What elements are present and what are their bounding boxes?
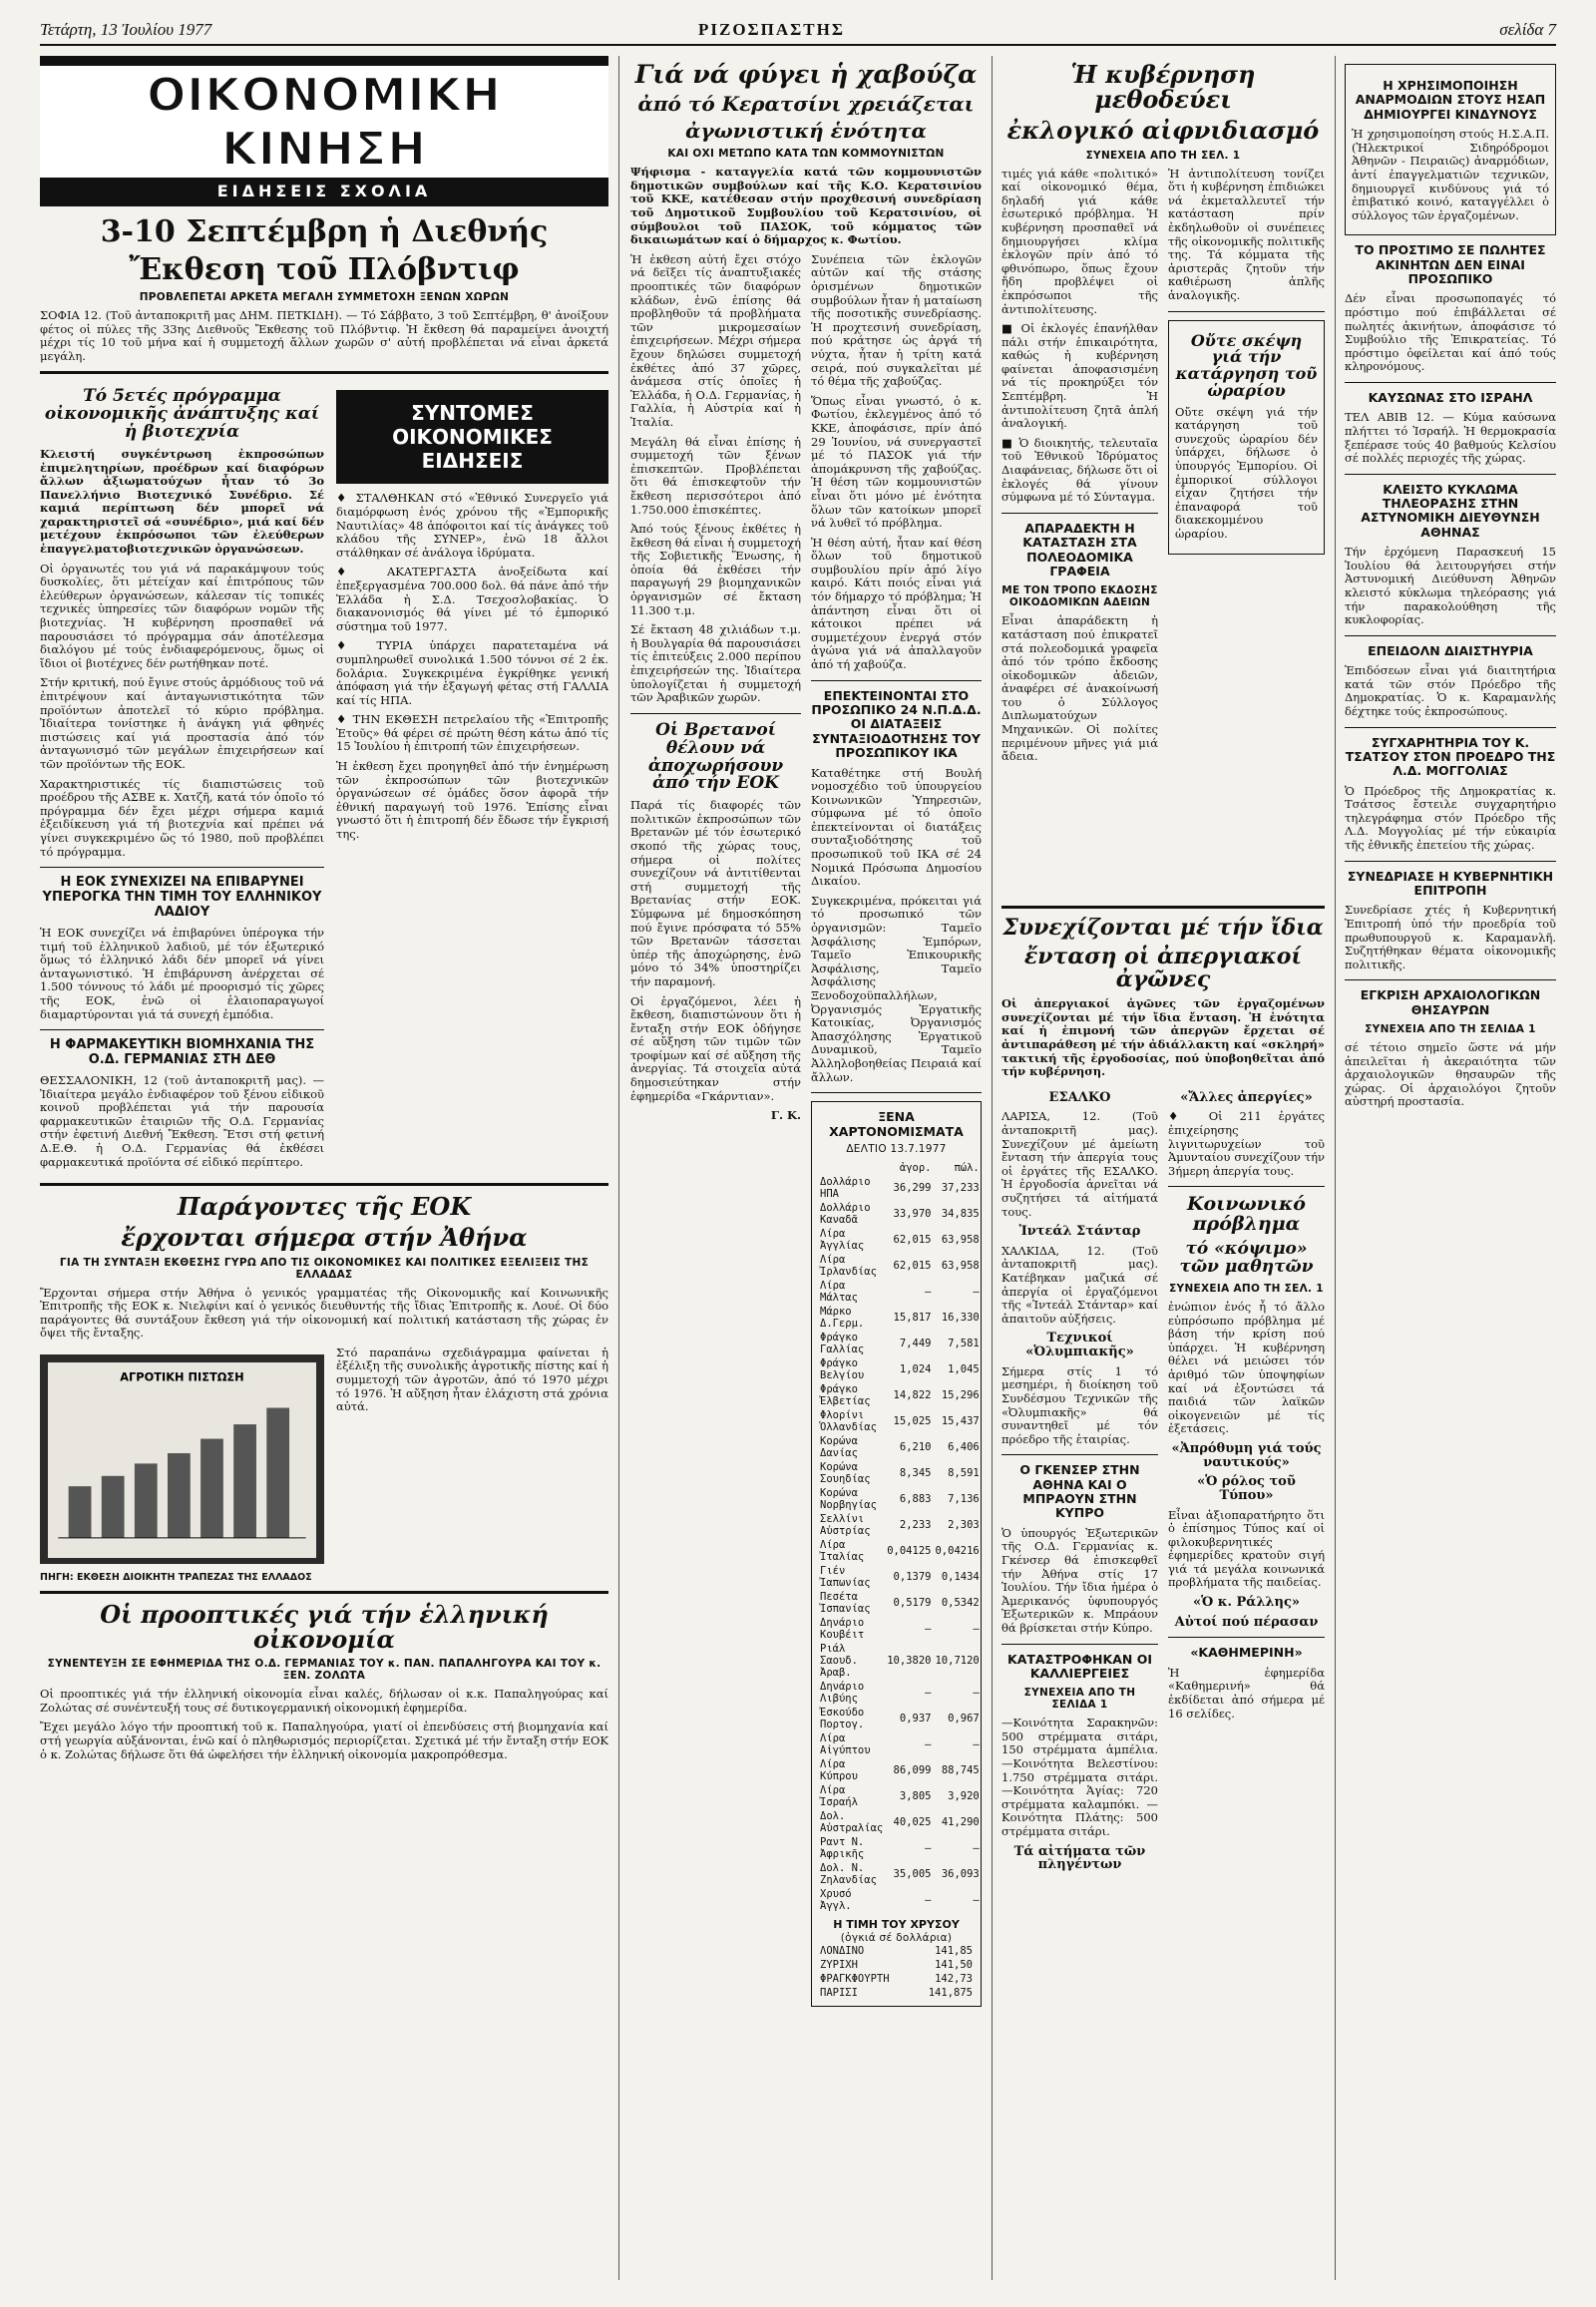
article-text: ■ Ὁ διοικητής, τελευταῖα τοῦ Ἐθνικοῦ Ἰδρύματος Διαφάνειας, δήλωσε ὅτι οἱ ἐκλογές θά γίνουν σύμφωνα μέ τό Σύνταγμα. xyxy=(1001,435,1158,505)
article-text: Μεγάλη θά εἶναι ἐπίσης ἡ συμμετοχή τῶν ξένων ἐπισκεπτῶν. Προβλέπεται ὅτι θά ἐπισκεφτοῦν τήν ἔκθεση περισσότεροι ἀπό 1.750.000 ἐπισκέπτες. xyxy=(630,434,801,517)
subheadline: ΓΙΑ ΤΗ ΣΥΝΤΑΞΗ ΕΚΘΕΣΗΣ ΓΥΡΩ ΑΠΟ ΤΙΣ ΟΙΚΟΝΟΜΙΚΕΣ ΚΑΙ ΠΟΛΙΤΙΚΕΣ ΕΞΕΛΙΞΕΙΣ ΤΗΣ ΕΛΛΑΔΑΣ xyxy=(59,1256,590,1281)
buy-rate: 6,883 xyxy=(899,1492,932,1505)
sell-rate: 63,958 xyxy=(941,1259,980,1272)
table-row xyxy=(818,1986,975,2000)
section-heading: Αὐτοί πού πέρασαν xyxy=(1174,1614,1319,1630)
right-subcolumn xyxy=(336,382,608,1175)
sell-rate: — xyxy=(973,1622,980,1635)
section-heading: «Ὁ κ. Ράλλης» xyxy=(1192,1595,1301,1611)
article-text: —Κοινότητα Σαρακηνῶν: 500 στρέμματα σιτάρι, 150 στρέμματα ἀμπέλια. —Κοινότητα Βελεστίνου: 1.750 στρέμματα σιτάρι. —Κοινότητα Ἁγίας: 720 στρέμματα καλαμπόκι. —Κοινότητα Πλάτης: 500 στρέμματα σιτάρι. xyxy=(1001,1716,1158,1839)
sell-rate: — xyxy=(973,1686,980,1699)
currency-name: Γιέν Ἰαπωνίας xyxy=(820,1564,871,1589)
article-lead: Ψήφισμα - καταγγελία κατά τῶν κομμουνιστῶν δημοτικῶν συμβούλων καί τῆς Κ.Ο. Κερατσινίου τοῦ ΚΚΕ, κατέθεσαν στήν προχθεσινή συνεδρίαση τοῦ Δημοτικοῦ Συμβουλίου τοῦ Κερατσινίου, οἱ σύμβουλοι τοῦ ΠΑΣΟΚ, τοῦ κόμματος τῶν δικαιωμάτων καί ὁ δήμαρχος κ. Φωτίου. xyxy=(630,165,982,247)
currency-name: Φράγκο Ἑλβετίας xyxy=(820,1382,871,1407)
table-row xyxy=(818,1972,975,1986)
currency-name: Ραντ Ν. Ἀφρικῆς xyxy=(820,1835,865,1860)
article-text: Ἡ ἐκθεση αὐτή ἔχει στόχο νά δεῖξει τίς ἀναπτυξιακές προοπτικές τῶν διαφόρων κλάδων, ἐνῶ ἐπίσης θά προβληθοῦν τά προβλήματα τῶν μικρομεσαίων ἐπιχειρήσεων. Μέχρι σήμερα ἔχουν δηλώσει συμμετοχή ἐκθέτες ἀπό 37 χῶρες, ἀνάμεσα στίς ὁποῖες ἡ Ἑλλάδα, ἡ Ο.Δ. Γερμανίας, ἡ Γαλλία, ἡ Αὐστρία καί ἡ Ἰταλία. xyxy=(630,251,801,429)
currency-name: Δολλάριο ΗΠΑ xyxy=(820,1175,871,1200)
short-news-box-title: ΣΥΝΤΟΜΕΣ ΟΙΚΟΝΟΜΙΚΕΣ ΕΙΔΗΣΕΙΣ xyxy=(336,390,608,484)
gold-subtitle: (ὀγκιά σέ δολλάρια) xyxy=(840,1931,953,1944)
middle-section xyxy=(630,56,982,2280)
buy-rate: 33,970 xyxy=(893,1207,932,1220)
sell-rate: 0,04216 xyxy=(935,1544,980,1557)
headline: ΚΛΕΙΣΤΟ ΚΥΚΛΩΜΑ ΤΗΛΕΟΡΑΣΗΣ ΣΤΗΝ ΑΣΤΥΝΟΜΙΚΗ ΔΙΕΥΘΥΝΣΗ ΑΘΗΝΑΣ xyxy=(1361,481,1540,540)
sell-rate: 34,835 xyxy=(941,1207,980,1220)
section-logo xyxy=(40,56,608,206)
headline: ΣΥΝΕΔΡΙΑΣΕ Η ΚΥΒΕΡΝΗΤΙΚΗ ΕΠΙΤΡΟΠΗ xyxy=(1347,868,1554,898)
gold-price: 142,73 xyxy=(935,1972,973,1985)
article-text: Τήν ἐρχόμενη Παρασκευή 15 Ἰουλίου θά λειτουργήσει στήν Ἀστυνομική Διεύθυνση Ἀθηνῶν κλειστό κύκλωμα τηλεόρασης γιά τήν παρακολούθηση τῆς κυκλοφορίας. xyxy=(1345,545,1556,627)
news-item: ♦ ΑΚΑΤΕΡΓΑΣΤΑ ἀνοξείδωτα καί ἐπεξεργασμένα 700.000 δολ. θά πάνε ἀπό τήν Ἑλλάδα ἡ Σ.Δ. Τσεχοσλοβακίας. Ὁ διακανονισμός θά γίνει μέ τό ἐμπορικό σύστημα τοῦ 1977. xyxy=(336,565,608,633)
article-lead: Κλειστή συγκέντρωση ἐκπροσώπων ἐπιμελητηρίων, προέδρων καί διαφόρων ἄλλων ἀξιωματούχων ἦταν τό 3ο Πανελλήνιο Βιοτεχνικό Συνέδριο. Σέ καμιά περίπτωση δέν μπορεῖ νά χαρακτηριστεῖ σά «συνέδριο», μιά καί δέν μετέχουν ἐκπρόσωποι τῶν ἐλεύθερων ἐπαγγελματοβιοτεχνικῶν ὀργανώσεων. xyxy=(40,446,324,557)
currency-name: Λίρα Ἰταλίας xyxy=(820,1538,865,1563)
buy-rate: 62,015 xyxy=(893,1259,932,1272)
buy-rate: — xyxy=(925,1841,932,1854)
headline: ἀπό τό Κερατσίνι χρειάζεται xyxy=(637,92,975,117)
buy-rate: 7,449 xyxy=(899,1337,932,1349)
currency-name: Πεσέτα Ἱσπανίας xyxy=(820,1590,871,1615)
table-row xyxy=(818,1460,982,1486)
boxed-article xyxy=(1168,320,1325,555)
chart-bar xyxy=(200,1438,223,1537)
buy-rate: 2,233 xyxy=(899,1518,932,1531)
currency-name: Δολλάριο Καναδᾶ xyxy=(820,1201,871,1226)
table-row xyxy=(818,1201,982,1227)
article-text: Οἱ προοπτικές γιά τήν ἑλληνική οἰκονομία εἶναι καλές, δήλωσαν οἱ κ.κ. Παπαληγούρας καί Ζολώτας σέ συνέντευξή τους σέ δυτικογερμανική οἰκονομική ἐφημερίδα. xyxy=(40,1687,608,1715)
sell-rate: 15,437 xyxy=(941,1414,980,1427)
table-row xyxy=(818,1564,982,1590)
gold-title: Η ΤΙΜΗ ΤΟΥ ΧΡΥΣΟΥ xyxy=(833,1917,960,1931)
currency-name: Σελλίνι Αὐστρίας xyxy=(820,1512,871,1537)
headline: Οὔτε σκέψη γιά τήν κατάργηση τοῦ ὡραρίου xyxy=(1175,330,1318,400)
left-subcolumn xyxy=(40,382,324,1175)
buy-rate: 14,822 xyxy=(893,1388,932,1401)
headline: ΣΥΓΧΑΡΗΤΗΡΙΑ ΤΟΥ Κ. ΤΣΑΤΣΟΥ ΣΤΟΝ ΠΡΟΕΔΡΟ ΤΗΣ Λ.Δ. ΜΟΓΓΟΛΙΑΣ xyxy=(1345,734,1556,779)
subheadline: ΣΥΝΕΧΕΙΑ ΑΠΟ ΤΗ ΣΕΛ. 1 xyxy=(1169,1283,1324,1296)
article-text: Παρά τίς διαφορές τῶν πολιτικῶν ἐκπροσώπων τῶν Βρετανῶν μέ τόν ἐσωτερικό σκοπό τῆς χώρας τους, σήμερα οἱ πολίτες συνεχίζουν νά ἀντιτίθενται στή συμμετοχή τῆς Βρετανίας στήν ΕΟΚ. Σύμφωνα μέ δημοσκόπηση πού ἔγινε πρόσφατα τό 55% τῶν Βρετανῶν τάσσεται ὑπέρ τῆς ἀποχώρησης, ἐνῶ μόνο τό 34% ὑποστηρίζει τήν παραμονή. xyxy=(630,798,801,988)
headline: Ἡ κυβέρνηση μεθοδεύει xyxy=(1070,60,1256,115)
buy-rate: 0,937 xyxy=(899,1712,932,1725)
currency-name: Φράγκο Γαλλίας xyxy=(820,1331,865,1355)
sell-rate: 2,303 xyxy=(948,1518,980,1531)
gold-price: 141,50 xyxy=(935,1958,973,1971)
table-row xyxy=(818,1642,982,1680)
currency-name: Χρυσό Ἀγγλ. xyxy=(820,1887,852,1912)
table-row xyxy=(818,1958,975,1972)
currency-name: Ριάλ Σαουδ. Ἀραβ. xyxy=(820,1642,858,1679)
headline: ΕΓΚΡΙΣΗ ΑΡΧΑΙΟΛΟΓΙΚΩΝ ΘΗΣΑΥΡΩΝ xyxy=(1360,987,1541,1017)
rates-title: ΞΕΝΑ ΧΑΡΤΟΝΟΜΙΣΜΑΤΑ xyxy=(829,1109,964,1139)
chart-bar xyxy=(233,1424,256,1538)
section-heading: Τά αἰτήματα τῶν πληγέντων xyxy=(1013,1843,1146,1873)
buy-rate: — xyxy=(925,1285,932,1298)
buy-rate: 1,024 xyxy=(899,1362,932,1375)
headline: Παράγοντες τῆς ΕΟΚ xyxy=(177,1192,472,1222)
buy-rate: — xyxy=(925,1893,932,1906)
news-item: ♦ ΤΥΡΙΑ ὑπάρχει παρατεταμένα νά συμπληρωθεῖ συνολικά 1.500 τόννοι σέ 2 ἐκ. δολάρια. Συγκεκριμένα ἐγκρίθηκε γενική ἀπόφαση γιά τήν ἐξαγωγή φέτας στή ΓΑΛΛΙΑ καί τίς ΗΠΑ. xyxy=(336,638,608,707)
article-text: Ἀπό τούς ξένους ἐκθέτες ἡ ἔκθεση θά εἶναι ἡ συμμετοχή τῆς Σοβιετικῆς Ἕνωσης, ἡ ὁποία θά ἐκθέσει τήν παραγωγή 29 βιομηχανικῶν ὀργανισμῶν σέ ἔκταση 11.300 τ.μ. xyxy=(630,522,801,617)
sell-rate: 7,136 xyxy=(948,1492,980,1505)
article-text: Εἶναι ἀπαράδεκτη ἡ κατάσταση πού ἐπικρατεῖ στά πολεοδομικά γραφεῖα ἀπό τόν τρόπο ἔκδοσης οἰκοδομικῶν ἀδειῶν, ἀναφέρει σέ ἀνακοίνωσή του ὁ Σύλλογος Διπλωματούχων Μηχανικῶν. Οἱ πολίτες περιμένουν μῆνες γιά μιά ἄδεια. xyxy=(1001,613,1158,764)
headline: Η ΕΟΚ ΣΥΝΕΧΙΖΕΙ ΝΑ ΕΠΙΒΑΡΥΝΕΙ ΥΠΕΡΟΓΚΑ ΤΗΝ ΤΙΜΗ ΤΟΥ ΕΛΛΗΝΙΚΟΥ ΛΑΔΙΟΥ xyxy=(42,875,322,920)
table-row xyxy=(818,1512,982,1538)
article-text: ΧΑΛΚΙΔΑ, 12. (Τοῦ ἀνταποκριτῆ μας). Κατέβηκαν μαζικά σέ ἀπεργία οἱ ἐργαζόμενοι τῆς «Ἰντεάλ Στάνταρ» καί ἀπαιτοῦν αὐξήσεις. xyxy=(1001,1243,1158,1326)
currency-name: Δολ. Αὐστραλίας xyxy=(820,1809,884,1834)
article-text: Οὔτε σκέψη γιά τήν κατάργηση τοῦ συνεχοῦς ὡραρίου δέν ὑπάρχει, δήλωσε ὁ ὑπουργός Ἐμπορίου. Οἱ ἐμπορικοί σύλλογοι εἶχαν ζητήσει τήν ἐπαναφορά τοῦ διακεκομμένου ὡραρίου. xyxy=(1175,404,1318,542)
article-text: Ἡ χρησιμοποίηση στούς Η.Σ.Α.Π. (Ἠλεκτρικοί Σιδηρόδρομοι Ἀθηνῶν - Πειραιῶς) ἀναρμόδιων, ἀντί ἐπαγγελματιῶν τεχνικῶν, δημιουργεῖ κινδύνους γιά τό ἐπιβατικό κοινό, καταγγέλλει ὁ σύλλογος τῶν ἐργαζομένων. xyxy=(1352,127,1549,222)
sell-rate: 16,330 xyxy=(941,1311,980,1324)
article-text: Ἔρχονται σήμερα στήν Ἀθήνα ὁ γενικός γραμματέας τῆς Οἰκονομικῆς καί Κοινωνικῆς Ἐπιτροπῆς τῆς ΕΟΚ κ. Νιελφίνι καί ὁ γενικός διευθυντής τῆς ἴδιας Ἐπιτροπῆς κ. Λουέ. Οἱ δύο παράγοντες θά συντάξουν ἔκθεση γιά τήν οἰκονομική καί πολιτική κατάσταση τῆς χώρας ἐν ὄψει τῆς ἔνταξης. xyxy=(40,1285,608,1341)
headline: Τό 5ετές πρόγραμμα οἰκονομικῆς ἀνάπτυξης καί ἡ βιοτεχνία xyxy=(44,386,320,443)
subheadline: ΠΡΟΒΛΕΠΕΤΑΙ ΑΡΚΕΤΑ ΜΕΓΑΛΗ ΣΥΜΜΕΤΟΧΗ ΞΕΝΩΝ ΧΩΡΩΝ xyxy=(139,291,510,303)
rates-date: ΔΕΛΤΙΟ 13.7.1977 xyxy=(846,1142,947,1155)
news-briefs-column xyxy=(1345,56,1556,2280)
market-name: ΛΟΝΔΙΝΟ xyxy=(820,1944,865,1957)
currency-rates-box xyxy=(811,1101,982,2006)
sell-rate: 10,7120 xyxy=(935,1654,980,1667)
headline: Οἱ προοπτικές γιά τήν ἑλληνική οἰκονομία xyxy=(100,1599,549,1655)
currency-name: Λίρα Κύπρου xyxy=(820,1757,858,1782)
section-heading: «Ἀπρόθυμη γιά τούς ναυτικούς» xyxy=(1171,1440,1322,1470)
sell-rate: — xyxy=(973,1285,980,1298)
article-text: Ἡ ἐκθεση ἔχει προηγηθεῖ ἀπό τήν ἐνημέρωση τῶν ἐκπροσώπων τῶν βιοτεχνικῶν ὀργανώσεων σέ ὁμάδες ὅσον ἀφορᾶ τήν ἐθνική παραγωγή τοῦ 1976. Ἐπίσης εἶναι γνωστό ὅτι ἡ ἐπιτροπή δέν ἔδωσε τήν ἔγκρισή της. xyxy=(336,759,608,842)
currency-name: Ἐσκούδο Πορτογ. xyxy=(820,1706,865,1730)
article-text: Δέν εἶναι προσωποπαγές τό πρόστιμο πού ἐπιβάλλεται σέ πωλητές ἀκινήτων, ἀποφάσισε τό Συμβούλιο τῆς Ἐπικρατείας. Τό πρόστιμο ὀφείλεται καί ἀπό τούς κληρονόμους. xyxy=(1345,291,1556,374)
section-heading: Ἰντεάλ Στάνταρ xyxy=(1018,1224,1141,1240)
headline: ἔρχονται σήμερα στήν Ἀθήνα xyxy=(121,1223,528,1253)
headline: Κοινωνικό πρόβλημα xyxy=(1187,1193,1306,1236)
page-number: σελίδα 7 xyxy=(1499,20,1556,39)
article-text: Ἡ ἐφημερίδα «Καθημερινή» θά ἐκδίδεται ἀπό σήμερα μέ 16 σελίδες. xyxy=(1168,1665,1325,1721)
headline: ἔνταση οἱ ἀπεργιακοί ἀγῶνες xyxy=(1023,944,1303,993)
article-text: Στήν κριτική, πού ἔγινε στούς ἀρμόδιους τοῦ νά ἐπιτρέψουν καί ἀνταγωνιστικότητα τῶν προϊόντων ἀποτελεῖ τό κύριο πρόβλημα. Ἰδιαίτερα τονίστηκε ἡ ἀνάγκη γιά φθηνές πιστώσεις καί γιά προστασία ἀπό τόν ἀνταγωνισμό τῶν μεγάλων ἐπιχειρήσεων καί τῶν προϊόντων τῆς ΕΟΚ. xyxy=(40,675,324,771)
table-row xyxy=(818,1783,982,1809)
market-name: ΖΥΡΙΧΗ xyxy=(820,1958,858,1971)
table-row xyxy=(818,1253,982,1279)
column-rule xyxy=(1335,56,1336,2280)
currency-name: Λίρα Αἰγύπτου xyxy=(820,1731,871,1756)
article-text: ΘΕΣΣΑΛΟΝΙΚΗ, 12 (τοῦ ἀνταποκριτῆ μας). — Ἰδιαίτερα μεγάλο ἐνδιαφέρον τοῦ ξένου εἰδικοῦ κοινοῦ προβλέπεται γιά τήν παρουσία φαρμακευτικῶν ἐταιριῶν τῆς Ο.Δ. Γερμανίας στήν ἐφετινή Διεθνή Ἔκθεση. Ἔτσι στή φετινή Δ.Ε.Θ. ἡ Ο.Δ. Γερμανίας θά ἐκθέσει φαρμακευτικά προϊόντα σέ εἰδικό περίπτερο. xyxy=(40,1072,324,1169)
sell-rate: 0,967 xyxy=(948,1712,980,1725)
buy-rate: 0,04125 xyxy=(887,1544,932,1557)
table-row xyxy=(818,1305,982,1331)
article-signature: Γ. Κ. xyxy=(770,1108,801,1123)
chart-bar xyxy=(102,1476,125,1538)
buy-rate: 6,210 xyxy=(899,1440,932,1453)
buy-rate: — xyxy=(925,1737,932,1750)
masthead xyxy=(40,18,1556,46)
article-text: Καταθέτηκε στή Βουλή νομοσχέδιο τοῦ ὑπουργείου Κοινωνικῶν Ὑπηρεσιῶν, σύμφωνα μέ τό ὁποῖο ἐπεκτείνονται οἱ διατάξεις συνταξιοδότησης τοῦ προσωπικοῦ τοῦ ΙΚΑ σέ 24 Νομικά Πρόσωπα Δημοσίου Δικαίου. xyxy=(811,765,982,889)
buy-rate: 8,345 xyxy=(899,1466,932,1479)
table-row xyxy=(818,1887,982,1913)
table-row xyxy=(818,1331,982,1356)
headline: Η ΧΡΗΣΙΜΟΠΟΙΗΣΗ ΑΝΑΡΜΟΔΙΩΝ ΣΤΟΥΣ ΗΣΑΠ ΔΗΜΙΟΥΡΓΕΙ ΚΙΝΔΥΝΟΥΣ xyxy=(1355,78,1546,122)
headline: ΕΠΕΚΤΕΙΝΟΝΤΑΙ ΣΤΟ ΠΡΟΣΩΠΙΚΟ 24 Ν.Π.Δ.Δ. ΟΙ ΔΙΑΤΑΞΕΙΣ ΣΥΝΤΑΞΙΟΔΟΤΗΣΗΣ ΤΟΥ ΠΡΟΣΩΠΙΚΟΥ ΙΚΑ xyxy=(811,687,982,761)
article-text: Ὁ Πρόεδρος τῆς Δημοκρατίας κ. Τσάτσος ἔστειλε συγχαρητήριο τηλεγράφημα στόν Πρόεδρο τῆς Λ.Δ. Μογγολίας μέ τήν εὐκαιρία τῆς ἐθνικῆς ἐπετείου τῆς χώρας. xyxy=(1345,783,1556,853)
section-title: ΟΙΚΟΝΟΜΙΚΗ ΚΙΝΗΣΗ xyxy=(40,66,608,178)
buy-rate: 10,3820 xyxy=(887,1654,932,1667)
column-rule xyxy=(618,56,619,2280)
article-text: Ἔχει μεγάλο λόγο τήν προοπτική τοῦ κ. Παπαληγούρα, γιατί οἱ ἐπενδύσεις στή βιομηχανία καί στή γεωργία αὐξάνονται, ἐνῶ καί ὁ πληθωρισμός περιορίζεται. Σχετικά μέ τήν ἔνταξη στήν ΕΟΚ ὁ κ. Ζολώτας δήλωσε ὅτι θά ὠφελήσει τήν ἑλληνική οἰκονομία μακροπρόθεσμα. xyxy=(40,1720,608,1761)
headline: Η ΦΑΡΜΑΚΕΥΤΙΚΗ ΒΙΟΜΗΧΑΝΙΑ ΤΗΣ Ο.Δ. ΓΕΡΜΑΝΙΑΣ ΣΤΗ ΔΕΘ xyxy=(49,1037,315,1068)
currency-name: Κορώνα Σουηδίας xyxy=(820,1460,871,1485)
table-row xyxy=(818,1616,982,1642)
table-header: ἀγορ. πώλ. xyxy=(899,1161,980,1174)
article-text: ἐνώπιον ἑνός ἦ τό ἄλλο εὐπρόσωπο πρόβλημα μέ βάση τήν κρίση πού ὑπάρχει. Ἡ κυβέρνηση θέλει νά μειώσει τόν ἀριθμό τῶν ὑποψηφίων καί νά ἐξοντώσει τά παιδιά τῶν λαϊκῶν οἰκογενειῶν μέ τίς ἐξετάσεις. xyxy=(1168,1300,1325,1436)
article-text: ■ Οἱ ἐκλογές ἐπανήλθαν πάλι στήν ἐπικαιρότητα, καθώς ἡ κυβέρνηση φαίνεται ἀποφασισμένη νά τίς προκηρύξει τόν Σεπτέμβρη. Ἡ ἀντιπολίτευση ζητᾶ ἁπλή ἀναλογική. xyxy=(1001,321,1158,431)
article-text: Σέ ἔκταση 48 χιλιάδων τ.μ. ἡ Βουλγαρία θά παρουσιάσει τίς ἐπιτεύξεις 2.000 περίπου ἐπιχειρήσεών της. Ἰδιαίτερα ὑπολογίζεται ἡ συμμετοχή τῶν Ἀραβικῶν χωρῶν. xyxy=(630,622,801,705)
sell-rate: — xyxy=(973,1893,980,1906)
currency-name: Λίρα Ἰρλανδίας xyxy=(820,1253,877,1278)
section-heading: ΕΣΑΛΚΟ xyxy=(1048,1089,1111,1105)
article-text: Σήμερα στίς 1 τό μεσημέρι, ἡ διοίκηση τοῦ Συνδέσμου Τεχνικῶν τῆς «Ὀλυμπιακῆς» θά συναντηθεῖ μέ τόν πρόεδρο τῆς ἑταιρίας. xyxy=(1001,1363,1158,1446)
table-row xyxy=(818,1356,982,1382)
currency-name: Κορώνα Δανίας xyxy=(820,1434,858,1459)
currency-name: Φλορίνι Ὁλλανδίας xyxy=(820,1408,877,1433)
headline: 3-10 Σεπτέμβρη ἡ Διεθνής xyxy=(100,214,549,249)
economy-section xyxy=(40,56,608,2280)
section-subtitle: ΕΙΔΗΣΕΙΣ ΣΧΟΛΙΑ xyxy=(216,182,432,200)
table-row xyxy=(818,1861,982,1887)
table-row xyxy=(818,1175,982,1201)
headline: τό «κόψιμο» τῶν μαθητῶν xyxy=(1179,1239,1314,1278)
market-name: ΦΡΑΓΚΦΟΥΡΤΗ xyxy=(820,1972,890,1985)
section-heading: Τεχνικοί «Ὀλυμπιακῆς» xyxy=(1025,1331,1134,1360)
table-row xyxy=(818,1757,982,1783)
section-heading: «Ἄλλες ἀπεργίες» xyxy=(1180,1089,1313,1105)
chart-bar xyxy=(69,1486,92,1538)
buy-rate: 0,5179 xyxy=(893,1596,932,1609)
buy-rate: 15,025 xyxy=(893,1414,932,1427)
chart-bar xyxy=(168,1453,191,1538)
currency-name: Φράγκο Βελγίου xyxy=(820,1356,865,1381)
sell-rate: — xyxy=(973,1737,980,1750)
currency-name: Λίρα Ἀγγλίας xyxy=(820,1227,865,1252)
buy-rate: 40,025 xyxy=(893,1815,932,1828)
article-text: ♦ Οἱ 211 ἐργάτες ἐπιχείρησης λιγνιτωρυχείων τοῦ Ἀμυνταίου συνεχίζουν τήν 3ήμερη ἀπεργία τους. xyxy=(1168,1109,1325,1178)
headline: Ο ΓΚΕΝΣΕΡ ΣΤΗΝ ΑΘΗΝΑ ΚΑΙ Ο ΜΠΡΑΟΥΝ ΣΤΗΝ ΚΥΠΡΟ xyxy=(1019,1462,1140,1521)
article-text: Ὅπως εἶναι γνωστό, ὁ κ. Φωτίου, ἐκλεγμένος ἀπό τό ΚΚΕ, ἀποφάσισε, πρίν ἀπό 29 Ἰουνίου, νά συνεργαστεῖ μέ τό ΠΑΣΟΚ γιά τήν ἀπομάκρυνση τῆς χαβούζας. Ἡ θέση τῶν κομμουνιστῶν εἶναι ὅτι μόνο μέ ἑνότητα ὅλων τῶν κατοίκων μπορεῖ νά λυθεῖ τό πρόβλημα. xyxy=(811,393,982,531)
currency-name: Δηνάριο Κουβέιτ xyxy=(820,1616,865,1641)
headline: ΤΟ ΠΡΟΣΤΙΜΟ ΣΕ ΠΩΛΗΤΕΣ ΑΚΙΝΗΤΩΝ ΔΕΝ ΕΙΝΑΙ ΠΡΟΣΩΠΙΚΟ xyxy=(1355,242,1546,287)
sell-rate: 36,093 xyxy=(941,1867,980,1880)
article-text: Ἡ ἀντιπολίτευση τονίζει ὅτι ἡ κυβέρνηση ἐπιδιώκει νά ἐκμεταλλευτεῖ τήν κατάσταση πρίν ἐκδηλωθοῦν οἱ συνέπειες τῆς οἰκονομικῆς πολιτικῆς της. Τά κόμματα τῆς ἀριστερᾶς ζητοῦν τήν καθιέρωση ἁπλῆς ἀναλογικῆς. xyxy=(1168,166,1325,302)
buy-rate: 35,005 xyxy=(893,1867,932,1880)
sell-rate: 88,745 xyxy=(941,1763,980,1776)
article-text: Οἱ ἐργαζόμενοι, λέει ἡ ἔκθεση, διαπιστώνουν ὅτι ἡ ἔνταξη στήν ΕΟΚ ὁδήγησε σέ αὔξηση τῶν τιμῶν τῶν τροφίμων καί σέ αὔξηση τῆς ἀνεργίας. Τά στοιχεῖα αὐτά δημοσιεύτηκαν στήν ἐφημερίδα «Γκάρντιαν». xyxy=(630,993,801,1103)
table-row xyxy=(818,1408,982,1434)
table-row xyxy=(818,1538,982,1564)
article-text: Χαρακτηριστικές τίς διαπιστώσεις τοῦ προέδρου τῆς ΑΣΒΕ κ. Χατζῆ, κατά τόν ὁποῖο τό πρόγραμμα δέν ἔχει μέχρι σήμερα καμιά ἐξειδίκευση γιά τή βιοτεχνία καί πρέπει νά γίνει συγκεκριμένο ὥς τό 1980, ποῦ προβλέπει τό πρόγραμμα. xyxy=(40,776,324,859)
sell-rate: 1,045 xyxy=(948,1362,980,1375)
buy-rate: — xyxy=(925,1686,932,1699)
table-row xyxy=(818,1809,982,1835)
currency-name: Λίρα Ἰσραήλ xyxy=(820,1783,858,1808)
table-row xyxy=(818,1590,982,1616)
sell-rate: 7,581 xyxy=(948,1337,980,1349)
buy-rate: 3,805 xyxy=(899,1789,932,1802)
article-text: Συγκεκριμένα, πρόκειται γιά τό προσωπικό τῶν ὀργανισμῶν: Ταμεῖο Ἀσφάλισης Ἐμπόρων, Ταμεῖο Ἐπικουρικῆς Ἀσφάλισης, Ταμεῖο Ἀσφάλισης Ξενοδοχοϋπαλλήλων, Ὀργανισμός Ἐργατικῆς Κατοικίας, Ὀργανισμός Ἀπασχόλησης Ἐργατικοῦ Δυναμικοῦ, Ταμεῖο Ἀλληλοβοηθείας Πειραιά καί ἄλλων. xyxy=(811,893,982,1084)
sell-rate: 3,920 xyxy=(948,1789,980,1802)
gold-price: 141,85 xyxy=(935,1944,973,1957)
article-text: Ἐπιδόσεων εἶναι γιά διαιτητήρια κατά τῶν στόν Πρόεδρο τῆς Δημοκρατίας. Ὁ κ. Καραμανλής δέχτηκε τούς ἐκπροσώπους. xyxy=(1345,663,1556,718)
headline: «ΚΑΘΗΜΕΡΙΝΗ» xyxy=(1190,1645,1303,1661)
article-text: Ἡ θέση αὐτή, ἦταν καί θέση ὅλων τοῦ δημοτικοῦ συμβουλίου πρίν ἀπό λίγο καιρό. Κάτι ποιός εἶναι γιά τόν δήμαρχο τό πρόβλημα; Ἡ ἀπάντηση εἶναι ὅτι οἱ κάτοικοι πρέπει νά συμμετέχουν ἐνεργά στόν ἀγώνα γιά νά ἀπαλλαγοῦν ἀπό τή χαβούζα. xyxy=(811,535,982,672)
gold-price: 141,875 xyxy=(928,1986,973,1999)
subheadline: ΣΥΝΕΧΕΙΑ ΑΠΟ ΤΗ ΣΕΛ. 1 xyxy=(1085,149,1241,162)
credit-chart-photo xyxy=(40,1354,324,1564)
article-text: τιμές γιά κάθε «πολιτικό» καί οἰκονομικό θέμα, δηλαδή γιά κάθε ἐσωτερικό πρόβλημα. Ἡ κυβέρνηση προσπαθεῖ νά δημιουργήσει κλίμα ἐκλογῶν πρίν ἀπό τό φθινόπωρο, ὅπως ἔχουν ἤδη προβλέψει οἱ ἐκπρόσωποι τῆς ἀντιπολίτευσης. xyxy=(1001,166,1158,316)
subheadline: ΜΕ ΤΟΝ ΤΡΟΠΟ ΕΚΔΟΣΗΣ ΟΙΚΟΔΟΜΙΚΩΝ ΑΔΕΙΩΝ xyxy=(1001,584,1158,609)
rates-table xyxy=(818,1161,982,1913)
article-text: ΣΟΦΙΑ 12. (Τοῦ ἀνταποκριτῆ μας ΔΗΜ. ΠΕΤΚΙΔΗ). — Τό Σάββατο, 3 τοῦ Σεπτέμβρη, θ' ἀνοίξουν φέτος οἱ πύλες τῆς 33ης Διεθνοῦς Ἔκθεσης τοῦ Πλόβντιφ. Ἡ ἔκθεση θά παραμείνει ἀνοιχτή μέχρι τίς 10 τοῦ μήνα καί ἡ συμμετοχή ἄλλων χωρῶν σ' αὐτή προβλέπεται νά εἶναι ἀρκετά μεγάλη. xyxy=(40,308,608,363)
sell-rate: 63,958 xyxy=(941,1233,980,1246)
article-text: ΛΑΡΙΣΑ, 12. (Τοῦ ἀνταποκριτῆ μας). Συνεχίζουν μέ ἀμείωτη ἔνταση τήν ἀπεργία τους οἱ ἐργάτες τῆς ΕΣΑΛΚΟ. Ἡ ἐργοδοσία ἀρνεῖται νά συζητήσει τά αἰτήματά τους. xyxy=(1001,1109,1158,1219)
currency-name: Κορώνα Νορβηγίας xyxy=(820,1486,877,1511)
buy-rate: 36,299 xyxy=(893,1181,932,1194)
table-row xyxy=(818,1706,982,1731)
article-lead: Οἱ ἀπεργιακοί ἀγῶνες τῶν ἐργαζομένων συνεχίζονται μέ τήν ἴδια ἔνταση. Ἡ ἐνότητα καί ἡ ἐπιμονή τῶν ἀπεργῶν ἔρχεται σέ ἀντιπαράθεση μέ τήν ἀδιάλλακτη καί «σκληρή» τακτική τῆς ἐργοδοσίας, πού ὑποβοηθεῖται ἀπό τήν κυβέρνηση. xyxy=(1001,996,1325,1079)
buy-rate: 15,817 xyxy=(893,1311,932,1324)
subheadline: ΣΥΝΕΝΤΕΥΞΗ ΣΕ ΕΦΗΜΕΡΙΔΑ ΤΗΣ Ο.Δ. ΓΕΡΜΑΝΙΑΣ ΤΟΥ κ. ΠΑΝ. ΠΑΠΑΛΗΓΟΥΡΑ ΚΑΙ ΤΟΥ κ. ΞΕΝ. ΖΟΛΩΤΑ xyxy=(47,1658,601,1683)
paper-name: ΡΙΖΟΣΠΑΣΤΗΣ xyxy=(698,20,845,39)
article-text: Συνέπεια τῶν ἐκλογῶν αὐτῶν καί τῆς στάσης ὁρισμένων δημοτικῶν συμβούλων ἦταν ἡ ματαίωση τῆς ποσοτικῆς συνεδρίασης. Ἡ προχτεσινή συνεδρίαση, πού κράτησε ὡς ἀργά τή νύχτα, ἦταν ἡ τρίτη κατά σειρά, πού συγκαλεῖται μέ τό θέμα τῆς χαβούζας. xyxy=(811,251,982,389)
headline: Γιά νά φύγει ἡ χαβούζα xyxy=(634,60,978,89)
subheadline: ΣΥΝΕΧΕΙΑ ΑΠΟ ΤΗ ΣΕΛΙΔΑ 1 xyxy=(1365,1023,1536,1036)
issue-date: Τετάρτη, 13 Ἰουλίου 1977 xyxy=(40,20,212,39)
headline: ΑΠΑΡΑΔΕΚΤΗ Η ΚΑΤΑΣΤΑΣΗ ΣΤΑ ΠΟΛΕΟΔΟΜΙΚΑ ΓΡΑΦΕΙΑ xyxy=(1022,520,1137,578)
sell-rate: 0,5342 xyxy=(941,1596,980,1609)
chart-description: Στό παραπάνω σχεδιάγραμμα φαίνεται ἡ ἐξέλιξη τῆς συνολικῆς ἀγροτικῆς πίστης καί ἡ συμμετοχή τῶν ἀγροτῶν, ἀπό τό 1970 μέχρι τό 1976. Ἡ αὔξηση ἦταν ἐλάχιστη στά χρόνια αὐτά. xyxy=(336,1345,608,1414)
table-row xyxy=(818,1279,982,1305)
table-row xyxy=(818,1835,982,1861)
currency-name: Λίρα Μάλτας xyxy=(820,1279,858,1304)
headline: ΚΑΥΣΩΝΑΣ ΣΤΟ ΙΣΡΑΗΛ xyxy=(1368,389,1533,405)
sell-rate: 8,591 xyxy=(948,1466,980,1479)
sell-rate: — xyxy=(973,1841,980,1854)
article-text: Οἱ ὀργανωτές του γιά νά παρακάμψουν τούς δυσκολίες, ὅτι μέτείχαν καί ἐπιτρόπους τῶν ἐλεύθερων ὀργανώσεων, κάλεσαν τίς τοπικές τεχνικές ὑπηρεσίες τῶν διαφόρων νομῶν τῆς βιοτεχνίας. Ἡ κυβέρνηση προσπαθεῖ νά παρουσιάσει τό πρόγραμμα σάν ἀποτέλεσμα διαλόγου μέ τούς ἐνδιαφερόμενους, ὅμως οἱ ἴδιοι οἱ βιοτέχνες δέν ρωτήθηκαν ποτέ. xyxy=(40,561,324,670)
section-heading: «Ὁ ρόλος τοῦ Τύπου» xyxy=(1197,1474,1296,1503)
sell-rate: 37,233 xyxy=(941,1181,980,1194)
article-text: Ὁ ὑπουργός Ἐξωτερικῶν τῆς Ο.Δ. Γερμανίας κ. Γκένσερ θά ἐπισκεφθεῖ τήν Ἀθήνα στίς 17 Ἰουλίου. Τήν ἴδια ἡμέρα ὁ Ἀμερικανός ὑφυπουργός Ἐξωτερικῶν κ. Μπράουν θά βρίσκεται στήν Κύπρο. xyxy=(1001,1525,1158,1635)
table-row xyxy=(818,1227,982,1253)
headline: Οἱ Βρετανοί θέλουν νά ἀποχωρήσουν ἀπό τήν ΕΟΚ xyxy=(647,719,784,794)
subheadline: ΣΥΝΕΧΕΙΑ ΑΠΟ ΤΗ ΣΕΛΙΔΑ 1 xyxy=(1023,1687,1136,1712)
table-row xyxy=(818,1434,982,1460)
chart-bar xyxy=(266,1407,289,1537)
headline: Συνεχίζονται μέ τήν ἴδια xyxy=(1002,915,1324,941)
sell-rate: 6,406 xyxy=(948,1440,980,1453)
news-item: ♦ ΤΗΝ ΕΚΘΕΣΗ πετρελαίου τῆς «Ἐπιτροπῆς Ἐτοῦς» θά φέρει σέ πρώτη θέση κάτω ἀπό τίς 15 Ἰουλίου ἡ ἐπιτροπή τῶν ἐπιχειρήσεων. xyxy=(336,712,608,754)
news-item: ♦ ΣΤΑΛΘΗΚΑΝ στό «Ἐθνικό Συνεργεῖο γιά διαμόρφωση ἑνός χρόνου τῆς «Ἐμπορικῆς Ναυτιλίας» 48 ἀπόφοιτοι καί τίς ἀνάγκες τοῦ κλάδου τῆς ΣΥΝΕΡ», ἐνῶ 18 ἄλλοι στάλθηκαν σέ ἀνάλογα ἰδρύματα. xyxy=(336,491,608,560)
currency-name: Δολ. Ν. Ζηλανδίας xyxy=(820,1861,877,1886)
brief-box xyxy=(1345,64,1556,235)
article-text: σέ τέτοιο σημεῖο ὥστε νά μήν ἀπειλεῖται ἡ ἀκεραιότητα τῶν ἀρχαιολογικῶν θησαυρῶν τῆς χώρας. Οἱ ἀρχαιολόγοι ζητοῦν αὐστηρή προστασία. xyxy=(1345,1040,1556,1109)
article-text: Ἡ ΕΟΚ συνεχίζει νά ἐπιβαρύνει ὑπέρογκα τήν τιμή τοῦ ἐλληνικοῦ λαδιοῦ, μέ τόν ἐξωτερικό ὅμως τό ἐλληνικό λάδι δέν μπορεῖ νά γίνει ἀνταγωνιστικό. Ἡ ἐπιβάρυνση ἀνέρχεται σέ 1.500 τόννους τό λάδι μέ προορισμό τίς χῶρες τῆς ΕΟΚ, ἐνῶ οἱ ἐλαιοπαραγωγοί διαμαρτύρονται γιά τά συνεχή ἐμπόδια. xyxy=(40,925,324,1021)
market-name: ΠΑΡΙΣΙ xyxy=(820,1986,858,1999)
chart-bar xyxy=(135,1463,158,1537)
sell-rate: 41,290 xyxy=(941,1815,980,1828)
subheadline: ΚΑΙ ΟΧΙ ΜΕΤΩΠΟ ΚΑΤΑ ΤΩΝ ΚΟΜΜΟΥΝΙΣΤΩΝ xyxy=(667,148,945,161)
buy-rate: 86,099 xyxy=(893,1763,932,1776)
strikes-section xyxy=(1001,898,1325,2280)
article-text: ΤΕΛ ΑΒΙΒ 12. — Κύμα καύσωνα πλήττει τό Ἰσραήλ. Ἡ θερμοκρασία ξεπέρασε τούς 40 βαθμούς Κελσίου σέ πολλές περιοχές τῆς χώρας. xyxy=(1345,410,1556,466)
credit-chart xyxy=(48,1362,316,1559)
table-row xyxy=(818,1382,982,1408)
currency-name: Δηνάριο Λιβύης xyxy=(820,1680,865,1705)
column-rule xyxy=(992,56,993,2280)
headline: ἐκλογικό αἰφνιδιασμό xyxy=(1006,116,1320,146)
table-row xyxy=(818,1731,982,1757)
table-row xyxy=(818,1680,982,1706)
sell-rate: 15,296 xyxy=(941,1388,980,1401)
table-row xyxy=(818,1486,982,1512)
buy-rate: — xyxy=(925,1622,932,1635)
article-text: Συνεδρίασε χτές ἡ Κυβερνητική Ἐπιτροπή ὑπό τήν προεδρία τοῦ πρωθυπουργοῦ κ. Καραμανλῆ. Συζητήθηκαν θέματα οἰκονομικῆς πολιτικῆς. xyxy=(1345,903,1556,971)
currency-name: Μάρκο Δ.Γερμ. xyxy=(820,1305,865,1330)
chart-caption: ΠΗΓΗ: ΕΚΘΕΣΗ ΔΙΟΙΚΗΤΗ ΤΡΑΠΕΖΑΣ ΤΗΣ ΕΛΛΑΔΟΣ xyxy=(40,1571,312,1583)
headline: ΚΑΤΑΣΤΡΟΦΗΚΑΝ ΟΙ ΚΑΛΛΙΕΡΓΕΙΕΣ xyxy=(1007,1651,1152,1681)
headline: ΕΠΕΙΔΟΛΝ ΔΙΑΙΣΤΗΥΡΙΑ xyxy=(1368,642,1533,658)
table-row xyxy=(818,1944,975,1958)
gold-table xyxy=(818,1944,975,2000)
headline: Ἔκθεση τοῦ Πλόβντιφ xyxy=(129,251,520,287)
headline: ἀγωνιστική ἑνότητα xyxy=(685,119,927,144)
sell-rate: 0,1434 xyxy=(941,1570,980,1583)
chart-title: ΑΓΡΟΤΙΚΗ ΠΙΣΤΩΣΗ xyxy=(120,1369,244,1384)
buy-rate: 62,015 xyxy=(893,1233,932,1246)
buy-rate: 0,1379 xyxy=(893,1570,932,1583)
article-text: Εἶναι ἀξιοπαρατήρητο ὅτι ὁ ἐπίσημος Τύπος καί οἱ φιλοκυβερνητικές ἐφημερίδες κρατοῦν σιγή γιά τά μεγάλα κοινωνικά προβλήματα τῆς παιδείας. xyxy=(1168,1507,1325,1590)
